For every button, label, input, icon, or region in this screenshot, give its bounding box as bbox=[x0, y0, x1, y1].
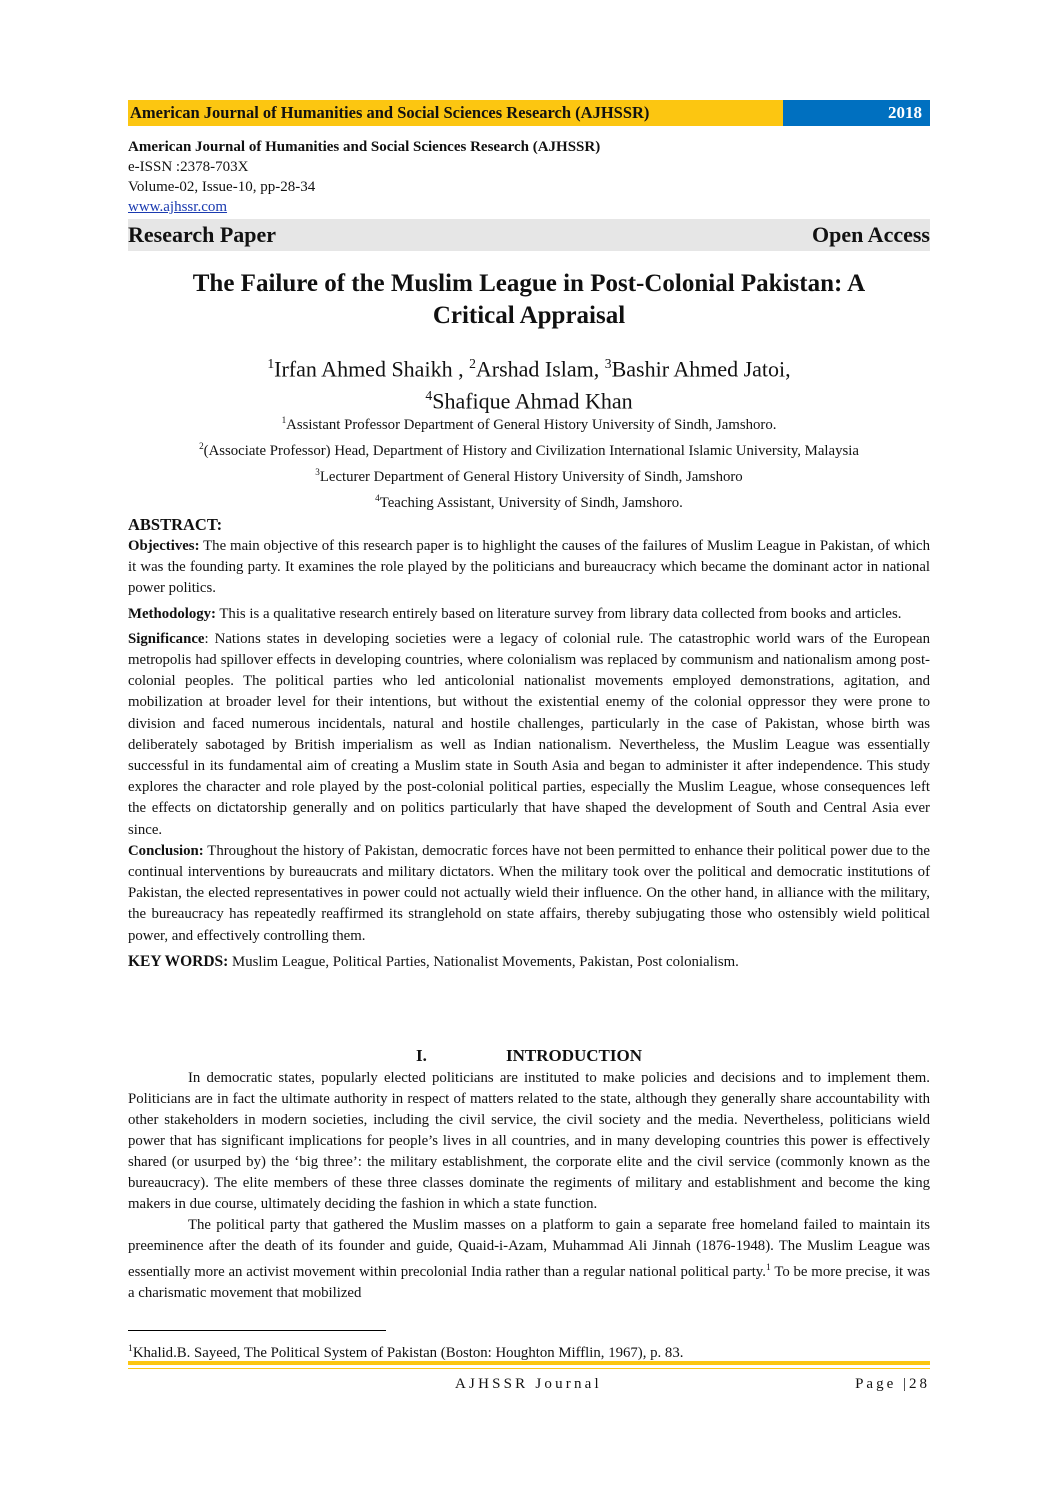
banner-journal-name: American Journal of Humanities and Social Sciences Research (AJHSSR) bbox=[128, 100, 783, 126]
author-sup: 1 bbox=[267, 356, 275, 371]
open-access-label: Open Access bbox=[812, 222, 930, 247]
page-number: Page |28 bbox=[855, 1376, 930, 1392]
author-name: Bashir Ahmed Jatoi, bbox=[611, 356, 791, 382]
author-list bbox=[128, 350, 930, 415]
introduction-body bbox=[128, 1068, 930, 1304]
author-sup: 2 bbox=[469, 356, 476, 371]
introduction-heading bbox=[128, 1045, 930, 1067]
journal-name: American Journal of Humanities and Social Sciences Research (AJHSSR) bbox=[128, 139, 601, 155]
affiliation: $^3$Lecturer Department of General History University of Sindh, Jamshoro bbox=[315, 466, 743, 485]
section-title: INTRODUCTION bbox=[505, 1046, 643, 1065]
abstract-objectives: Objectives: The main objective of this research paper is to highlight the causes of the failures of Muslim League in Pakistan, of which it was the founding party. It examines the role played by the politicians and bureaucracy which became the dominant actor in national power politics. bbox=[128, 538, 930, 597]
paper-type-bar bbox=[128, 219, 930, 251]
paper-title bbox=[128, 268, 930, 332]
title-line-1: The Failure of the Muslim League in Post-Colonial Pakistan: A bbox=[192, 270, 866, 297]
author-name: Arshad Islam, bbox=[475, 356, 600, 382]
abstract-methodology: Methodology: This is a qualitative research entirely based on literature survey from library data collected from books and articles. bbox=[128, 605, 902, 622]
keywords: KEY WORDS: Muslim League, Political Parties, Nationalist Movements, Pakistan, Post colonialism. bbox=[128, 952, 739, 970]
footnote-ref[interactable]: 1 bbox=[765, 1262, 771, 1273]
abstract bbox=[128, 514, 930, 977]
affiliation: $^2$(Associate Professor) Head, Department of History and Civilization International Islamic University, Malaysia bbox=[199, 440, 859, 459]
volume-info: Volume-02, Issue-10, pp-28-34 bbox=[128, 179, 316, 195]
affiliation: $^4$Teaching Assistant, University of Sindh, Jamshoro. bbox=[375, 492, 683, 511]
author-sup: 3 bbox=[604, 356, 612, 371]
abstract-heading: ABSTRACT: bbox=[128, 515, 223, 534]
footer-rule-thin bbox=[128, 1368, 930, 1369]
footnote: $^1$Khalid.B. Sayeed, The Political System of Pakistan (Boston: Houghton Mifflin, 1967), p. 83. bbox=[128, 1343, 684, 1361]
author-name: Shafique Ahmad Khan bbox=[432, 388, 633, 414]
issn: e-ISSN :2378-703X bbox=[128, 159, 249, 175]
footnote-divider bbox=[128, 1330, 386, 1331]
banner-year: 2018 bbox=[783, 100, 930, 126]
title-line-2: Critical Appraisal bbox=[432, 302, 626, 329]
author-name: Irfan Ahmed Shaikh , bbox=[274, 356, 464, 382]
section-number: I. bbox=[415, 1046, 427, 1065]
footer-journal: AJHSSR Journal bbox=[455, 1376, 602, 1392]
journal-banner bbox=[128, 100, 930, 126]
intro-paragraph: In democratic states, popularly elected politicians are instituted to make policies and decisions and to implement them. Politicians are in fact the ultimate authority in respect of matters related to the state, although they generally share accountability with other stakeholders in modern societies, including the civil service, the civil society and the media. Nevertheless, politicians wield power that has significant implications for people’s lives in all countries, and in many developing countries this power is effectively shared (or usurped by) the ‘big three’: the military establishment, the corporate elite and the civil service (commonly known as the bureaucracy). The elite members of these three classes dominate the regiments of military and establishment and become the king makers in due course, ultimately deciding the fashion in which a state function. bbox=[128, 1070, 930, 1212]
abstract-conclusion: Conclusion: Throughout the history of Pakistan, democratic forces have not been permitted to enhance their political power due to the continual interventions by bureaucrats and military dictators. When the military took over the political and democratic institutions of Pakistan, the elected representatives in power could not actually wield their influence. On the other hand, in alliance with the military, the bureaucracy has repeatedly reaffirmed its stranglehold on state affairs, thereby subjugating those who ostensibly wield political power, and effectively controlling them. bbox=[128, 842, 930, 944]
author-sup: 4 bbox=[425, 388, 433, 404]
affiliation: $^1$Assistant Professor Department of General History University of Sindh, Jamshoro. bbox=[281, 415, 777, 433]
journal-website-link[interactable]: www.ajhssr.com bbox=[128, 199, 228, 215]
research-paper-label: Research Paper bbox=[128, 222, 277, 247]
affiliations bbox=[118, 410, 940, 514]
intro-paragraph: The political party that gathered the Muslim masses on a platform to gain a separate free homeland failed to maintain its preeminence after the death of its founder and guide, Quaid-i-Azam, Muhammad Ali Jinnah (1876-1948). The Muslim League was essentially more an activist movement within precolonial India rather than a regular national political party.$^1$ To be more precise, it was a charismatic movement that mobilized bbox=[128, 1217, 930, 1301]
footer-rule-thick bbox=[128, 1361, 930, 1365]
abstract-significance: Significance: Nations states in developing societies were a legacy of colonial rule. The catastrophic world wars of the European metropolis had spillover effects in developing countries, where colonialism was replaced by communism and nationalism among post-colonial peoples. The political parties who led anticolonial nationalist movements employed demonstrations, agitation, and mobilization at broader level for their intentions, but without the existential enemy of the colonial oppressor they were prone to division and faced numerous incidentals, natural and hostile challenges, particularly in the case of Pakistan, whose birth was deliberately sabotaged by British imperialism as well as Indian nationalism. Nevertheless, the Muslim League was essentially successful in its fundamental aim of creating a Muslim state in South Asia and began to administer it after independence. This study explores the character and role played by the post-colonial political parties, especially the Muslim League, whose consequences left the effects on dictatorship generally and on politics particularly that have shaped the development of South and Central Asia ever since. bbox=[128, 630, 930, 838]
journal-info bbox=[128, 137, 600, 217]
